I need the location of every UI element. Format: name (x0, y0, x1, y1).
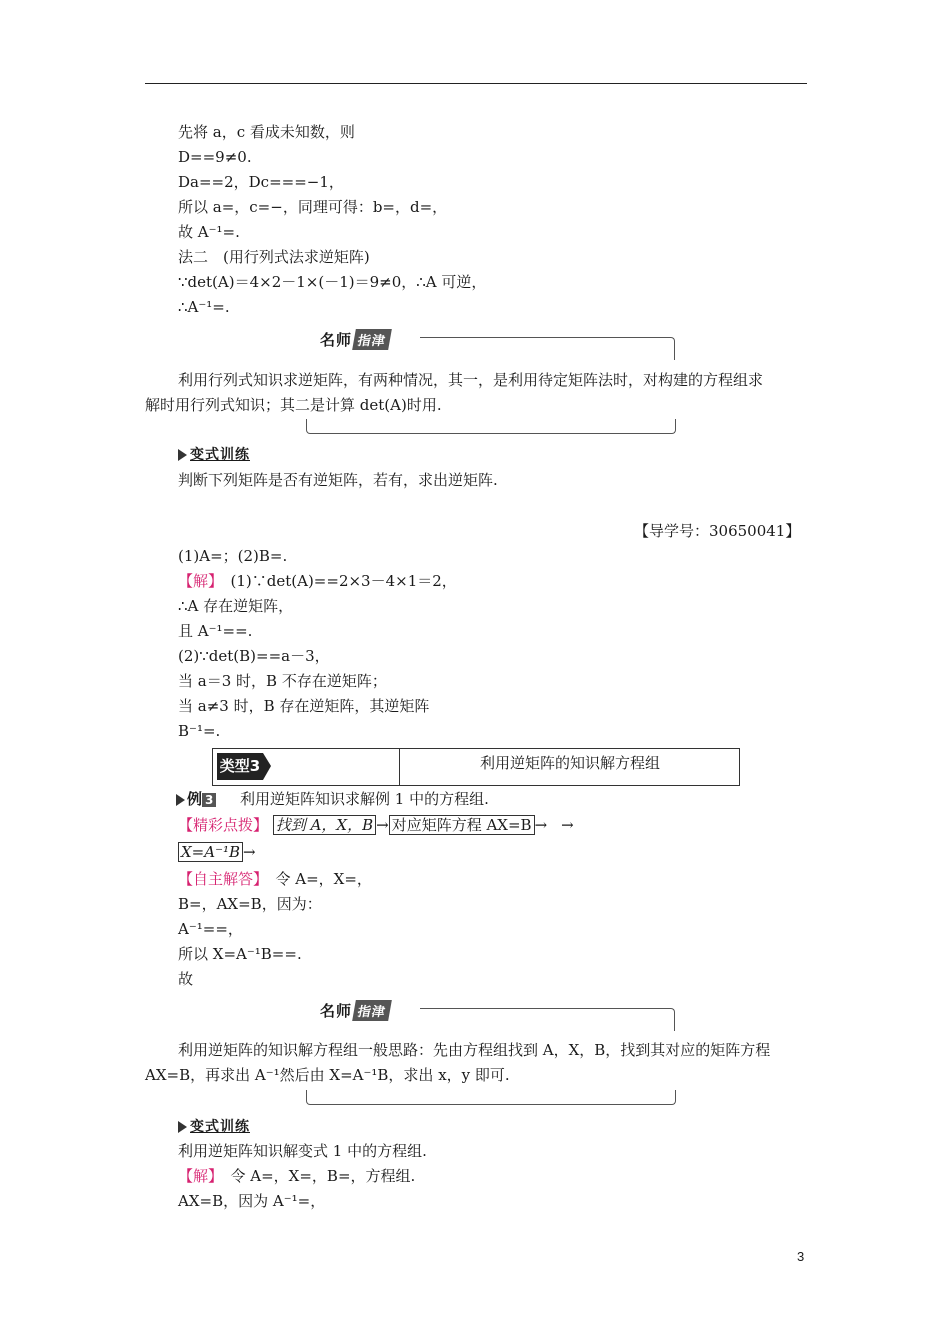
tip-frame-top (420, 1008, 675, 1031)
text-line: (1)A=；(2)B=. (178, 547, 288, 565)
tip-text: 利用行列式知识求逆矩阵，有两种情况，其一，是利用待定矩阵法时，对构建的方程组求 (178, 371, 764, 389)
text-line: AX=B，因为 A⁻¹=， (178, 1192, 326, 1210)
arrow-icon: → (561, 816, 574, 834)
solution-tag: 【自主解答】 (178, 870, 261, 888)
hint-box: 对应矩阵方程 AX=B (389, 815, 535, 835)
solution-tag: 【解】 (178, 572, 216, 590)
variant-training-text: 变式训练 (190, 447, 250, 463)
arrow-icon: → (376, 816, 389, 834)
text-line: ∵det(A)＝4×2－1×(－1)＝9≠0，∴A 可逆， (178, 273, 487, 291)
text-line: 先将 a，c 看成未知数，则 (178, 123, 355, 141)
text-line: B⁻¹=. (178, 722, 221, 740)
guide-number: 【导学号：30650041】 (634, 522, 801, 540)
solution-text: 令 A=，X=，B=，方程组. (215, 1167, 416, 1185)
tip-badge (320, 329, 390, 350)
example-tag: 例 (187, 790, 203, 808)
hint-tag: 【精彩点拨】 (178, 816, 269, 834)
tip-badge-text: 名师 (320, 1002, 353, 1020)
tip-frame-bottom (306, 419, 676, 434)
text-line: 所以 a=，c=−，同理可得：b=，d=， (178, 198, 448, 216)
tip-text: AX=B，再求出 A⁻¹然后由 X=A⁻¹B，求出 x，y 即可. (145, 1066, 510, 1084)
text-line: 且 A⁻¹==. (178, 622, 253, 640)
solution-text: (1)∵det(A)==2×3－4×1＝2， (215, 572, 457, 590)
hint-line (178, 815, 574, 835)
hint-box: 找到 A，X，B (273, 815, 376, 835)
page-number: 3 (797, 1249, 805, 1264)
text-line: ∴A⁻¹=. (178, 298, 230, 316)
play-triangle-icon (178, 1121, 187, 1133)
play-triangle-icon (178, 449, 187, 461)
arrow-icon: → (534, 816, 548, 834)
solution-line (178, 571, 457, 591)
text-line: (2)∵det(B)==a－3， (178, 647, 330, 665)
tip-badge-highlight: 指津 (352, 1000, 392, 1021)
text-line: 故 (178, 970, 194, 988)
text-line: D==9≠0. (178, 148, 252, 166)
variant-training-label (178, 1116, 250, 1136)
tip-badge (320, 1000, 390, 1021)
tip-text: 利用逆矩阵的知识解方程组一般思路：先由方程组找到 A，X，B，找到其对应的矩阵方程 (178, 1041, 771, 1059)
variant-training-text: 变式训练 (190, 1119, 250, 1135)
text-line: B=，AX=B，因为： (178, 895, 322, 913)
text-line: ∴A 存在逆矩阵， (178, 597, 294, 615)
tip-text: 解时用行列式知识；其二是计算 det(A)时用. (145, 396, 442, 414)
text-line: 当 a≠3 时，B 存在逆矩阵，其逆矩阵 (178, 697, 430, 715)
hint-box: X=A⁻¹B (178, 842, 243, 862)
example-3-label (176, 788, 216, 809)
question-text: 判断下列矩阵是否有逆矩阵，若有，求出逆矩阵. (178, 471, 498, 489)
text-line: 故 A⁻¹=. (178, 223, 240, 241)
play-triangle-icon (176, 794, 185, 806)
example-text: 利用逆矩阵知识求解例 1 中的方程组. (240, 790, 489, 808)
solution-line (178, 1166, 415, 1186)
text-line: Da==2，Dc===−1， (178, 173, 344, 191)
text-line: 当 a＝3 时，B 不存在逆矩阵； (178, 672, 387, 690)
solution-text: 令 A=，X=， (260, 870, 372, 888)
tip-badge-text: 名师 (320, 331, 353, 349)
type-tag-shade (263, 753, 399, 780)
hint-line (178, 842, 256, 862)
question-text: 利用逆矩阵知识解变式 1 中的方程组. (178, 1142, 427, 1160)
type-tag-arrow-icon (263, 753, 271, 780)
type-3-header (212, 748, 740, 786)
type-title: 利用逆矩阵的知识解方程组 (399, 749, 740, 785)
header-rule (145, 83, 807, 84)
text-line: A⁻¹==， (178, 920, 243, 938)
tip-frame-bottom (306, 1090, 676, 1105)
example-number: 3 (202, 793, 216, 807)
tip-frame-top (420, 337, 675, 360)
text-line: 法二 (用行列式法求逆矩阵) (178, 248, 370, 266)
tip-badge-highlight: 指津 (352, 329, 392, 350)
solution-tag: 【解】 (178, 1167, 216, 1185)
arrow-icon: → (243, 843, 256, 861)
text-line: 所以 X=A⁻¹B==. (178, 945, 302, 963)
solution-line (178, 869, 372, 889)
variant-training-label (178, 444, 250, 464)
type-tag: 类型3 (217, 753, 263, 780)
